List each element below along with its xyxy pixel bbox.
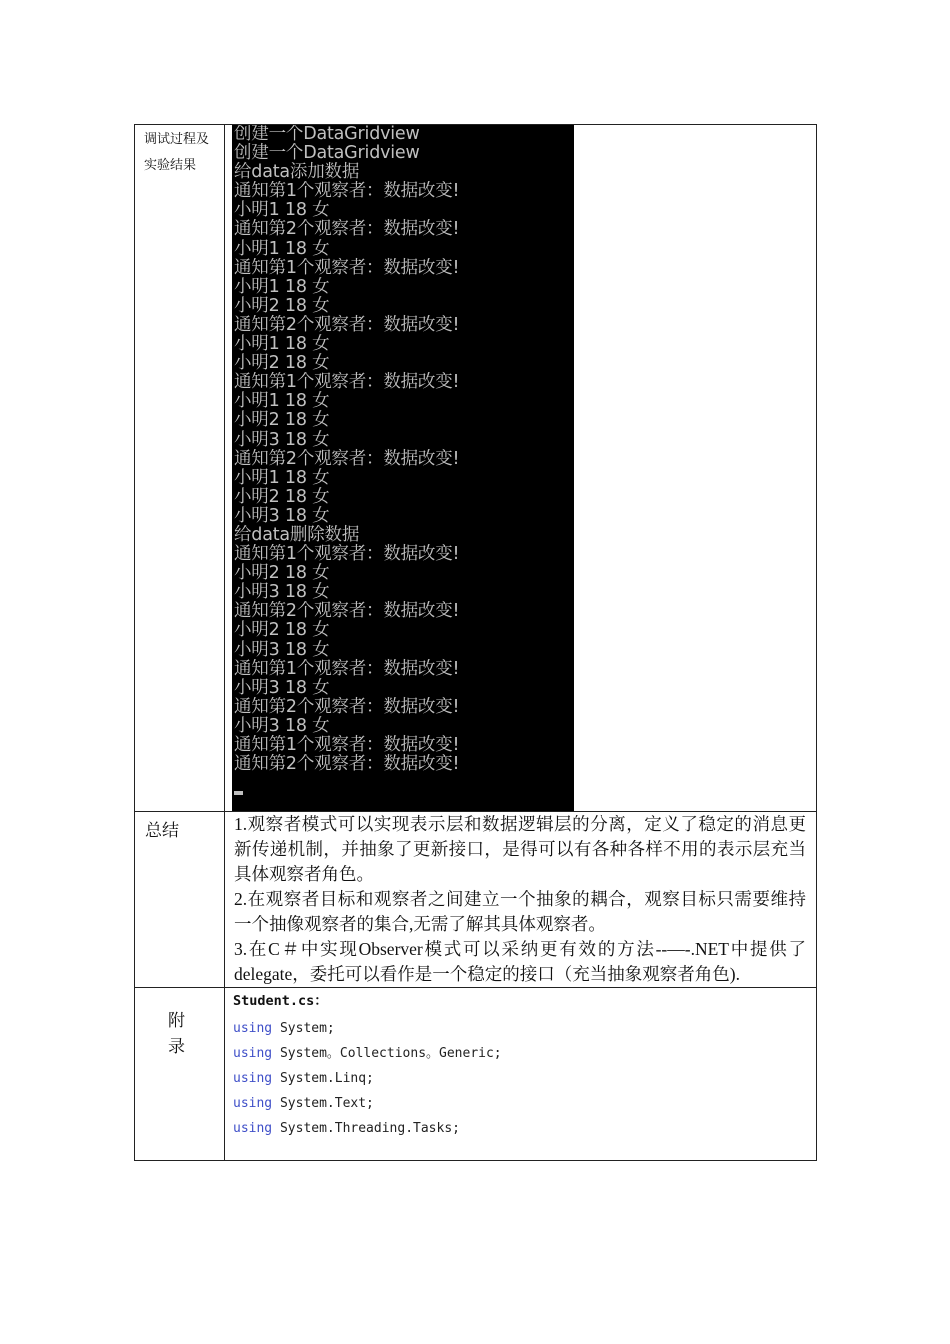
console-line: 小明3 18 女 xyxy=(234,677,330,698)
console-line: 通知第2个观察者：数据改变! xyxy=(234,696,460,717)
console-line: 小明2 18 女 xyxy=(234,295,330,316)
code-file-title: Student.cs： xyxy=(233,993,328,1009)
console-line: 通知第2个观察者：数据改变! xyxy=(234,219,460,240)
console-line: 创建一个DataGridview xyxy=(234,125,420,144)
console-line: 通知第1个观察者：数据改变! xyxy=(234,257,460,278)
console-line: 小明3 18 女 xyxy=(234,505,330,526)
appendix-label-line2: 录 xyxy=(168,1037,185,1057)
code-line xyxy=(233,1116,816,1141)
code-rest: System.Linq; xyxy=(272,1071,374,1086)
summary-label-cell xyxy=(135,812,225,988)
code-rest: System.Text; xyxy=(272,1096,374,1111)
console-line: 小明1 18 女 xyxy=(234,200,330,221)
appendix-label-line1: 附 xyxy=(168,1011,185,1031)
debug-content-cell xyxy=(225,125,817,812)
report-table xyxy=(134,124,817,1161)
code-line xyxy=(233,1016,816,1041)
console-line: 通知第1个观察者：数据改变! xyxy=(234,372,460,393)
code-keyword: using xyxy=(233,1096,273,1111)
code-line xyxy=(233,1041,816,1066)
console-line: 小明3 18 女 xyxy=(234,639,330,660)
console-line: 小明3 18 女 xyxy=(234,429,330,450)
summary-label: 总结 xyxy=(145,821,179,841)
summary-paragraph-2: 2.在观察者目标和观察者之间建立一个抽象的耦合，观察目标只需要维持一个抽像观察者的集合,无需了解其具体观察者。 xyxy=(234,889,806,934)
code-block xyxy=(233,1016,816,1141)
code-keyword: using xyxy=(233,1071,273,1086)
console-line: 小明1 18 女 xyxy=(234,334,330,355)
appendix-label xyxy=(135,988,224,1060)
console-line: 通知第2个观察者：数据改变! xyxy=(234,601,460,622)
appendix-content-cell xyxy=(225,988,817,1161)
code-rest: System.Threading.Tasks; xyxy=(272,1121,460,1136)
appendix-row xyxy=(135,988,817,1161)
console-line: 给data删除数据 xyxy=(234,524,360,545)
console-line: 小明3 18 女 xyxy=(234,715,330,736)
summary-text xyxy=(225,812,816,987)
console-cursor xyxy=(234,791,243,795)
code-rest: System。Collections。Generic; xyxy=(272,1046,502,1061)
console-line: 小明2 18 女 xyxy=(234,563,330,584)
console-line: 通知第1个观察者：数据改变! xyxy=(234,735,460,755)
debug-label xyxy=(135,125,224,179)
debug-label-cell xyxy=(135,125,225,812)
console-line: 创建一个DataGridview xyxy=(234,143,420,164)
console-line: 通知第1个观察者：数据改变! xyxy=(234,181,460,202)
console-line: 小明3 18 女 xyxy=(234,582,330,603)
console-line: 小明1 18 女 xyxy=(234,238,330,259)
summary-paragraph-3: 3.在C＃中实现Observer模式可以采纳更有效的方法--—-.NET中提供了delegate，委托可以看作是一个稳定的接口（充当抽象观察者角色). xyxy=(234,939,806,984)
console-line: 小明2 18 女 xyxy=(234,620,330,641)
code-rest: System; xyxy=(272,1021,335,1036)
console-line: 小明1 18 女 xyxy=(234,391,330,412)
code-keyword: using xyxy=(233,1121,273,1136)
console-line: 小明1 18 女 xyxy=(234,276,330,297)
console-line: 通知第1个观察者：数据改变! xyxy=(234,544,460,565)
console-line: 通知第2个观察者：数据改变! xyxy=(234,314,460,335)
appendix-code xyxy=(225,988,816,1160)
code-keyword: using xyxy=(233,1021,273,1036)
console-line: 通知第2个观察者：数据改变! xyxy=(234,448,460,469)
summary-paragraph-1: 1.观察者模式可以实现表示层和数据逻辑层的分离，定义了稳定的消息更新传递机制，并抽象了更新接口，是得可以有各种各样不用的表示层充当具体观察者角色。 xyxy=(234,814,806,884)
appendix-label-cell xyxy=(135,988,225,1161)
code-line xyxy=(233,1091,816,1116)
console-screenshot xyxy=(232,125,574,811)
console-line: 小明1 18 女 xyxy=(234,467,330,488)
debug-label-line2: 实验结果 xyxy=(144,158,197,173)
console-line: 小明2 18 女 xyxy=(234,353,330,374)
console-line: 小明2 18 女 xyxy=(234,410,330,431)
console-line: 小明2 18 女 xyxy=(234,486,330,507)
console-output xyxy=(232,125,574,774)
console-line: 通知第2个观察者：数据改变! xyxy=(234,754,460,775)
console-line: 给data添加数据 xyxy=(234,162,360,183)
console-line: 通知第1个观察者：数据改变! xyxy=(234,658,460,679)
debug-label-line1: 调试过程及 xyxy=(144,132,210,147)
summary-row xyxy=(135,812,817,988)
debug-row xyxy=(135,125,817,812)
summary-content-cell xyxy=(225,812,817,988)
code-line xyxy=(233,1066,816,1091)
code-keyword: using xyxy=(233,1046,273,1061)
